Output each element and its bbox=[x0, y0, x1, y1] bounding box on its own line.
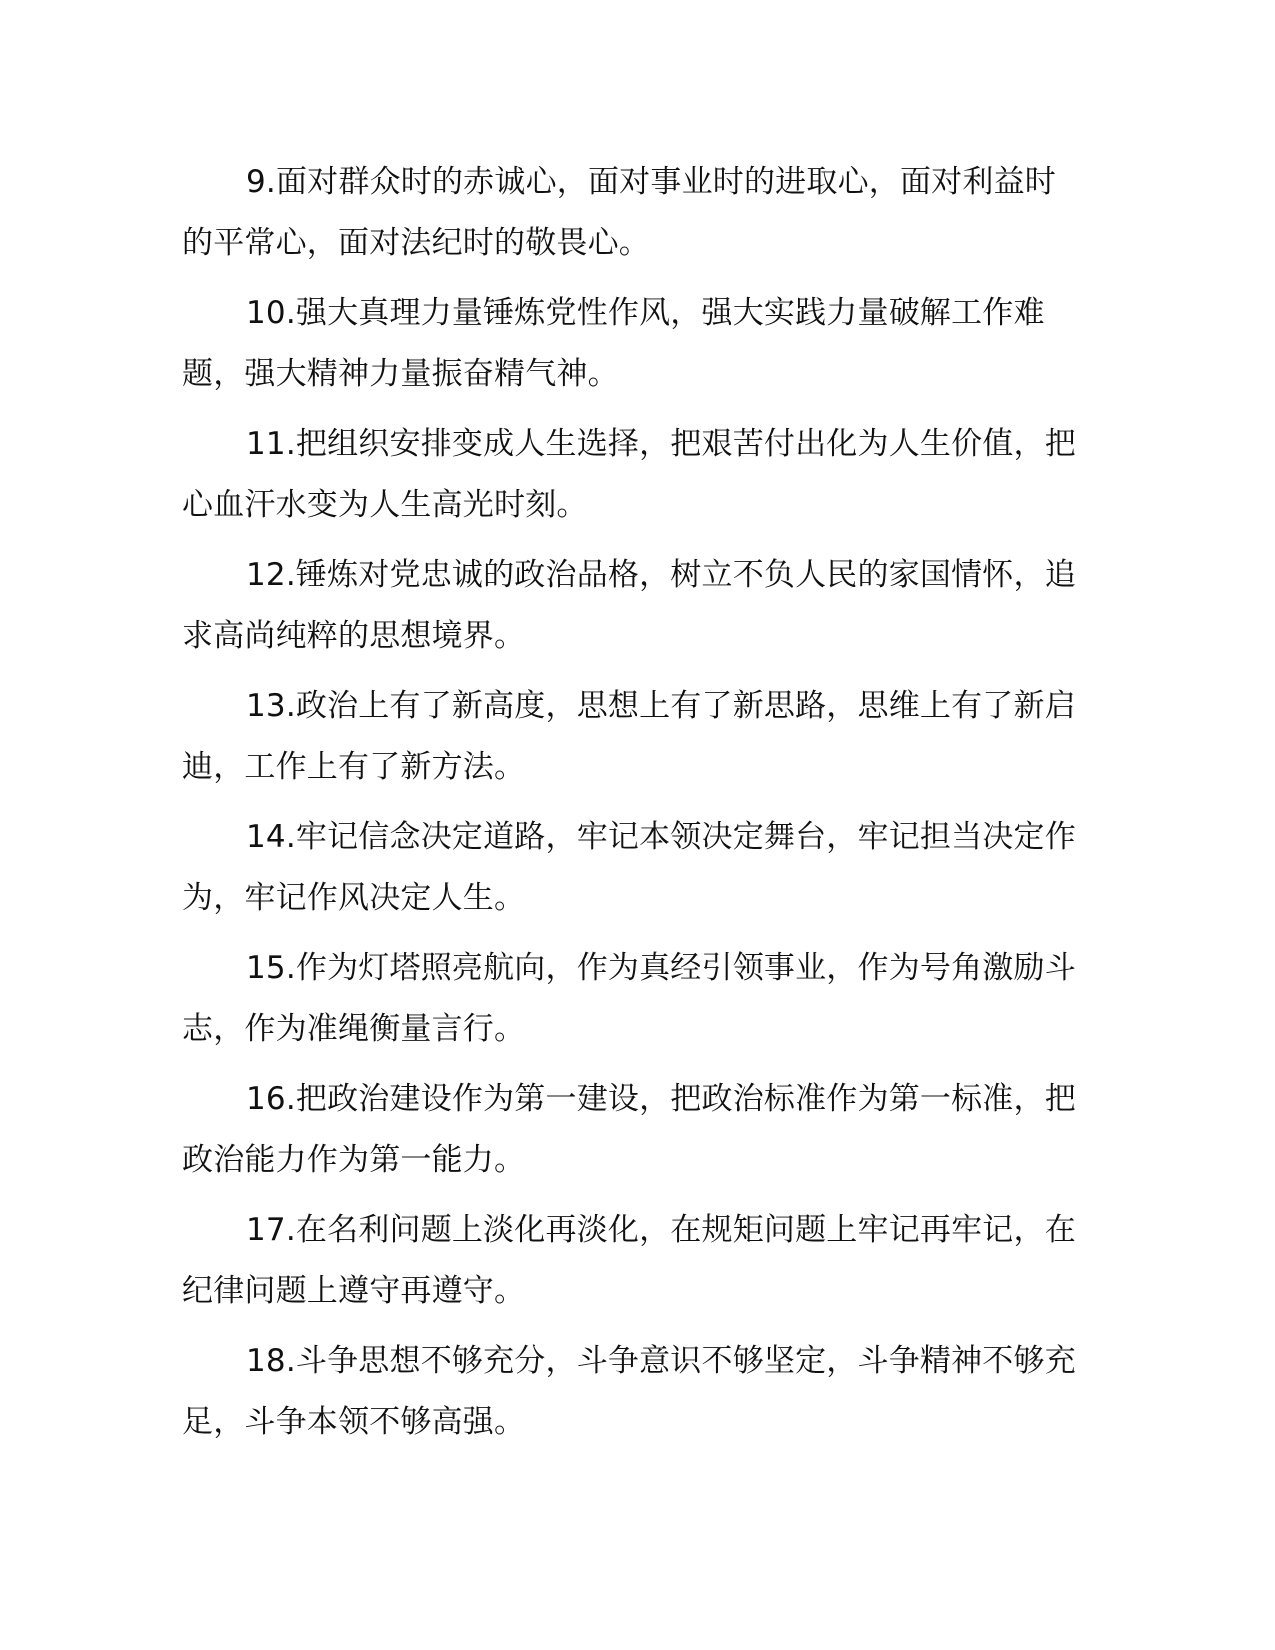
paragraph-13 bbox=[182, 676, 1082, 798]
paragraph-10-text: 10.强大真理力量锤炼党性作风，强大实践力量破解工作难题，强大精神力量振奋精气神。 bbox=[182, 295, 1045, 392]
document-body bbox=[182, 152, 1082, 1462]
paragraph-12-text: 12.锤炼对党忠诚的政治品格，树立不负人民的家国情怀，追求高尚纯粹的思想境界。 bbox=[182, 557, 1076, 654]
paragraph-11 bbox=[182, 414, 1082, 536]
paragraph-18 bbox=[182, 1331, 1082, 1453]
paragraph-14 bbox=[182, 807, 1082, 929]
paragraph-12 bbox=[182, 545, 1082, 667]
paragraph-16 bbox=[182, 1069, 1082, 1191]
paragraph-15-text: 15.作为灯塔照亮航向，作为真经引领事业，作为号角激励斗志，作为准绳衡量言行。 bbox=[182, 950, 1076, 1047]
paragraph-9 bbox=[182, 152, 1082, 274]
paragraph-18-text: 18.斗争思想不够充分，斗争意识不够坚定，斗争精神不够充足，斗争本领不够高强。 bbox=[182, 1343, 1076, 1440]
paragraph-15 bbox=[182, 938, 1082, 1060]
paragraph-13-text: 13.政治上有了新高度，思想上有了新思路，思维上有了新启迪，工作上有了新方法。 bbox=[182, 688, 1076, 785]
paragraph-16-text: 16.把政治建设作为第一建设，把政治标准作为第一标准，把政治能力作为第一能力。 bbox=[182, 1081, 1076, 1178]
paragraph-14-text: 14.牢记信念决定道路，牢记本领决定舞台，牢记担当决定作为，牢记作风决定人生。 bbox=[182, 819, 1076, 916]
paragraph-17 bbox=[182, 1200, 1082, 1322]
paragraph-9-text: 9.面对群众时的赤诚心，面对事业时的进取心，面对利益时的平常心，面对法纪时的敬畏心。 bbox=[182, 164, 1056, 261]
paragraph-10 bbox=[182, 283, 1082, 405]
paragraph-11-text: 11.把组织安排变成人生选择，把艰苦付出化为人生价值，把心血汗水变为人生高光时刻。 bbox=[182, 426, 1076, 523]
paragraph-17-text: 17.在名利问题上淡化再淡化，在规矩问题上牢记再牢记，在纪律问题上遵守再遵守。 bbox=[182, 1212, 1076, 1309]
